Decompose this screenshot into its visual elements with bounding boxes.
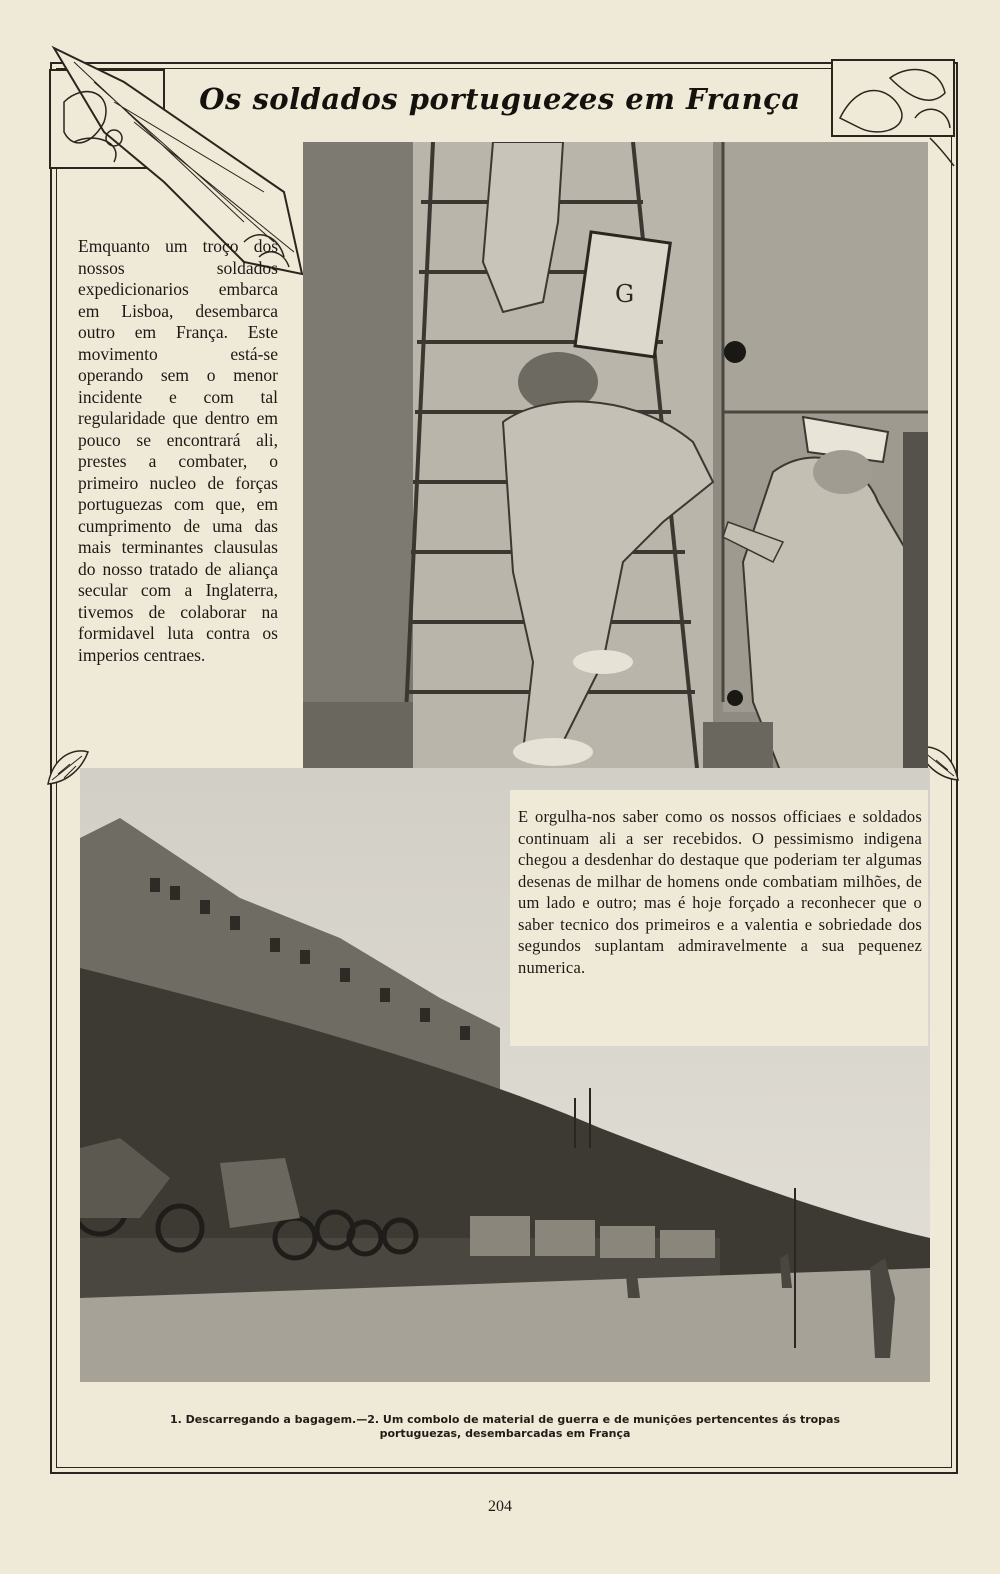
caption-line-1: 1. Descarregando a bagagem.—2. Um combolo de material de guerra e de munições pertencentes ás tropas xyxy=(169,1413,841,1426)
photo-unloading-baggage xyxy=(303,142,928,778)
caption-line-2: portuguezas, desembarcadas em França xyxy=(379,1427,631,1440)
article-right-column: E orgulha-nos saber como os nossos officiaes e soldados continuam ali a ser recebidos. O pessimismo indigena chegou a desdenhar do destaque que poderiam ter algumas desenas de milhar de homens onde combatiam milhões, de um lado e outro; mas é hoje forçado a reconhecer que o saber tecnico dos primeiros e a valentia e sobriedade dos segundos suplantam admiravelmente a sua pequenez numerica. xyxy=(518,807,922,977)
page-title: Os soldados portuguezes em França xyxy=(199,82,801,116)
photo-caption xyxy=(100,1413,910,1441)
page-number: 204 xyxy=(488,1498,512,1515)
article-left-column: Emquanto um troço dos nossos soldados expedicionarios embarca em Lisboa, desembarca outro em França. Este movimento está-se operando sem o menor incidente e com tal regularidade que dentro em pouco se encontrará ali, prestes a combater, o primeiro nucleo de forças portuguezas com que, em cumprimento de uma das mais terminantes clausulas do nosso tratado de aliança secular com a Inglaterra, tivemos de colaborar na formidavel luta contra os imperios centraes. xyxy=(78,236,278,665)
svg-text:G: G xyxy=(615,280,635,308)
